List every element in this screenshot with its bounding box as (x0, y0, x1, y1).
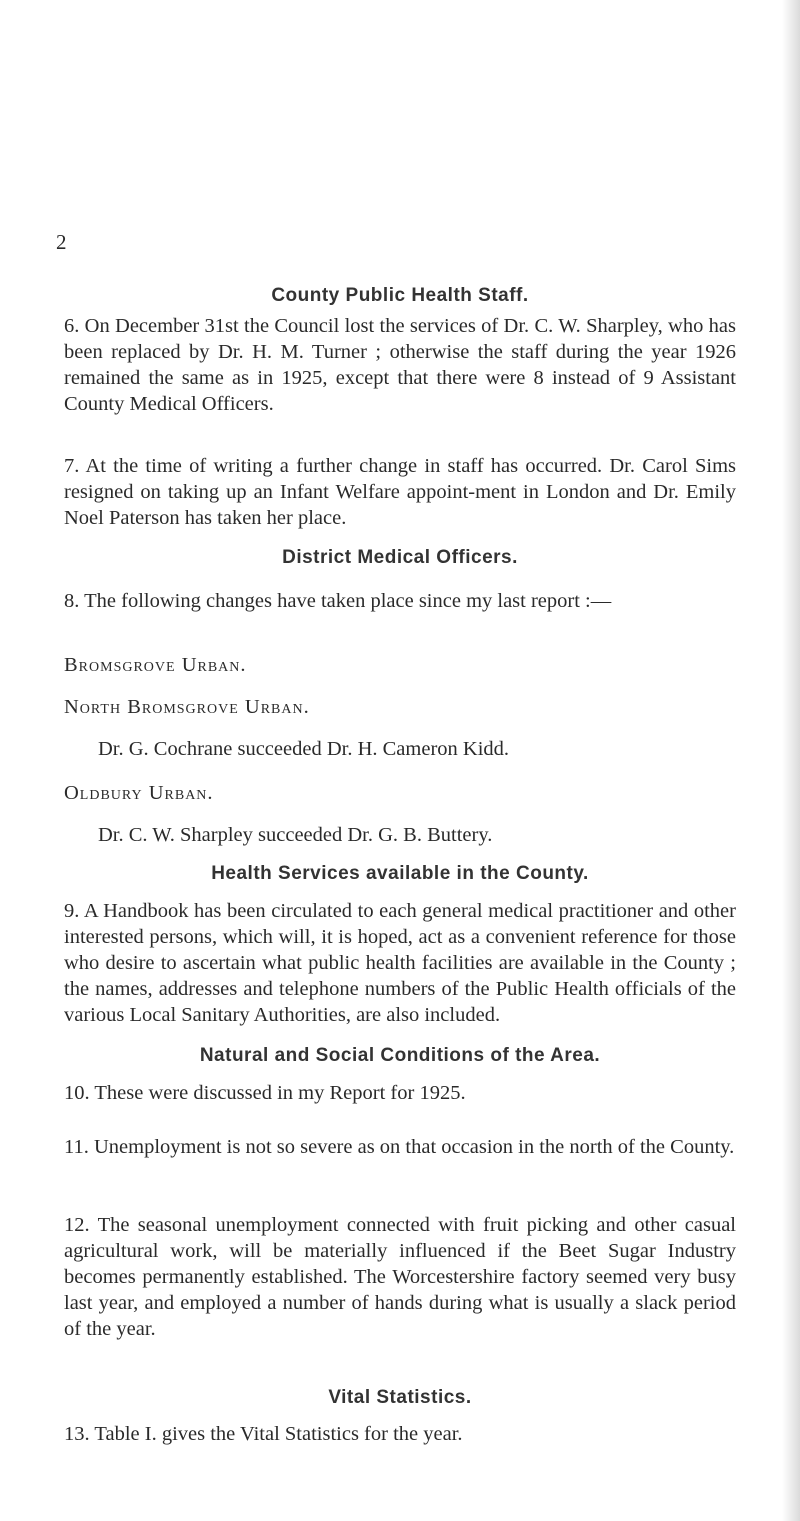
heading-district-medical-officers: District Medical Officers. (282, 547, 518, 568)
paragraph-9 (64, 898, 736, 1028)
paragraph-12 (64, 1212, 736, 1342)
paragraph-12-text: 12. The seasonal unemployment connected with fruit picking and other casual agricultural work, will be materially influenced if the Beet Sugar Industry becomes permanently established. The Worcestershire factory seemed very busy last year, and employed a number of hands during what is usually a slack period of the year. (64, 1214, 736, 1340)
heading-county-public-health-staff: County Public Health Staff. (271, 285, 529, 306)
paragraph-10-text: 10. These were discussed in my Report for 1925. (64, 1082, 466, 1104)
paragraph-9-text: 9. A Handbook has been circulated to each general medical practitioner and other interested persons, which will, it is hoped, act as a convenient reference for those who desire to ascertain what public health facilities are available in the County ; the names, addresses and telephone numbers of the Public Health officials of the various Local Sanitary Authorities, are also included. (64, 900, 736, 1026)
district-oldbury-change: Dr. C. W. Sharpley succeeded Dr. G. B. Buttery. (98, 824, 493, 846)
paragraph-10 (64, 1080, 736, 1106)
paragraph-7-text: 7. At the time of writing a further change in staff has occurred. Dr. Carol Sims resigned on taking up an Infant Welfare appoint-ment in London and Dr. Emily Noel Paterson has taken her place. (64, 455, 736, 529)
paragraph-6 (64, 313, 736, 417)
heading-natural-social-conditions: Natural and Social Conditions of the Area. (199, 1045, 601, 1066)
district-north-bromsgrove-urban: North Bromsgrove Urban. (64, 696, 310, 718)
paragraph-13 (64, 1421, 736, 1447)
paragraph-11 (64, 1134, 736, 1160)
paragraph-8 (64, 588, 736, 614)
district-bromsgrove-urban: Bromsgrove Urban. (64, 654, 247, 676)
paragraph-8-text: 8. The following changes have taken place since my last report :— (64, 590, 612, 612)
heading-vital-statistics: Vital Statistics. (328, 1387, 472, 1408)
paragraph-7 (64, 453, 736, 531)
paragraph-11-text: 11. Unemployment is not so severe as on that occasion in the north of the County. (64, 1136, 735, 1158)
district-north-bromsgrove-change: Dr. G. Cochrane succeeded Dr. H. Cameron Kidd. (98, 738, 510, 760)
heading-health-services: Health Services available in the County. (211, 863, 589, 884)
district-oldbury-urban: Oldbury Urban. (64, 782, 214, 804)
page-edge-shadow (782, 0, 800, 1521)
page-number: 2 (56, 230, 67, 254)
paragraph-13-text: 13. Table I. gives the Vital Statistics for the year. (64, 1423, 463, 1445)
paragraph-6-text: 6. On December 31st the Council lost the services of Dr. C. W. Sharpley, who has been replaced by Dr. H. M. Turner ; otherwise the staff during the year 1926 remained the same as in 1925, except that there were 8 instead of 9 Assistant County Medical Officers. (64, 315, 736, 415)
